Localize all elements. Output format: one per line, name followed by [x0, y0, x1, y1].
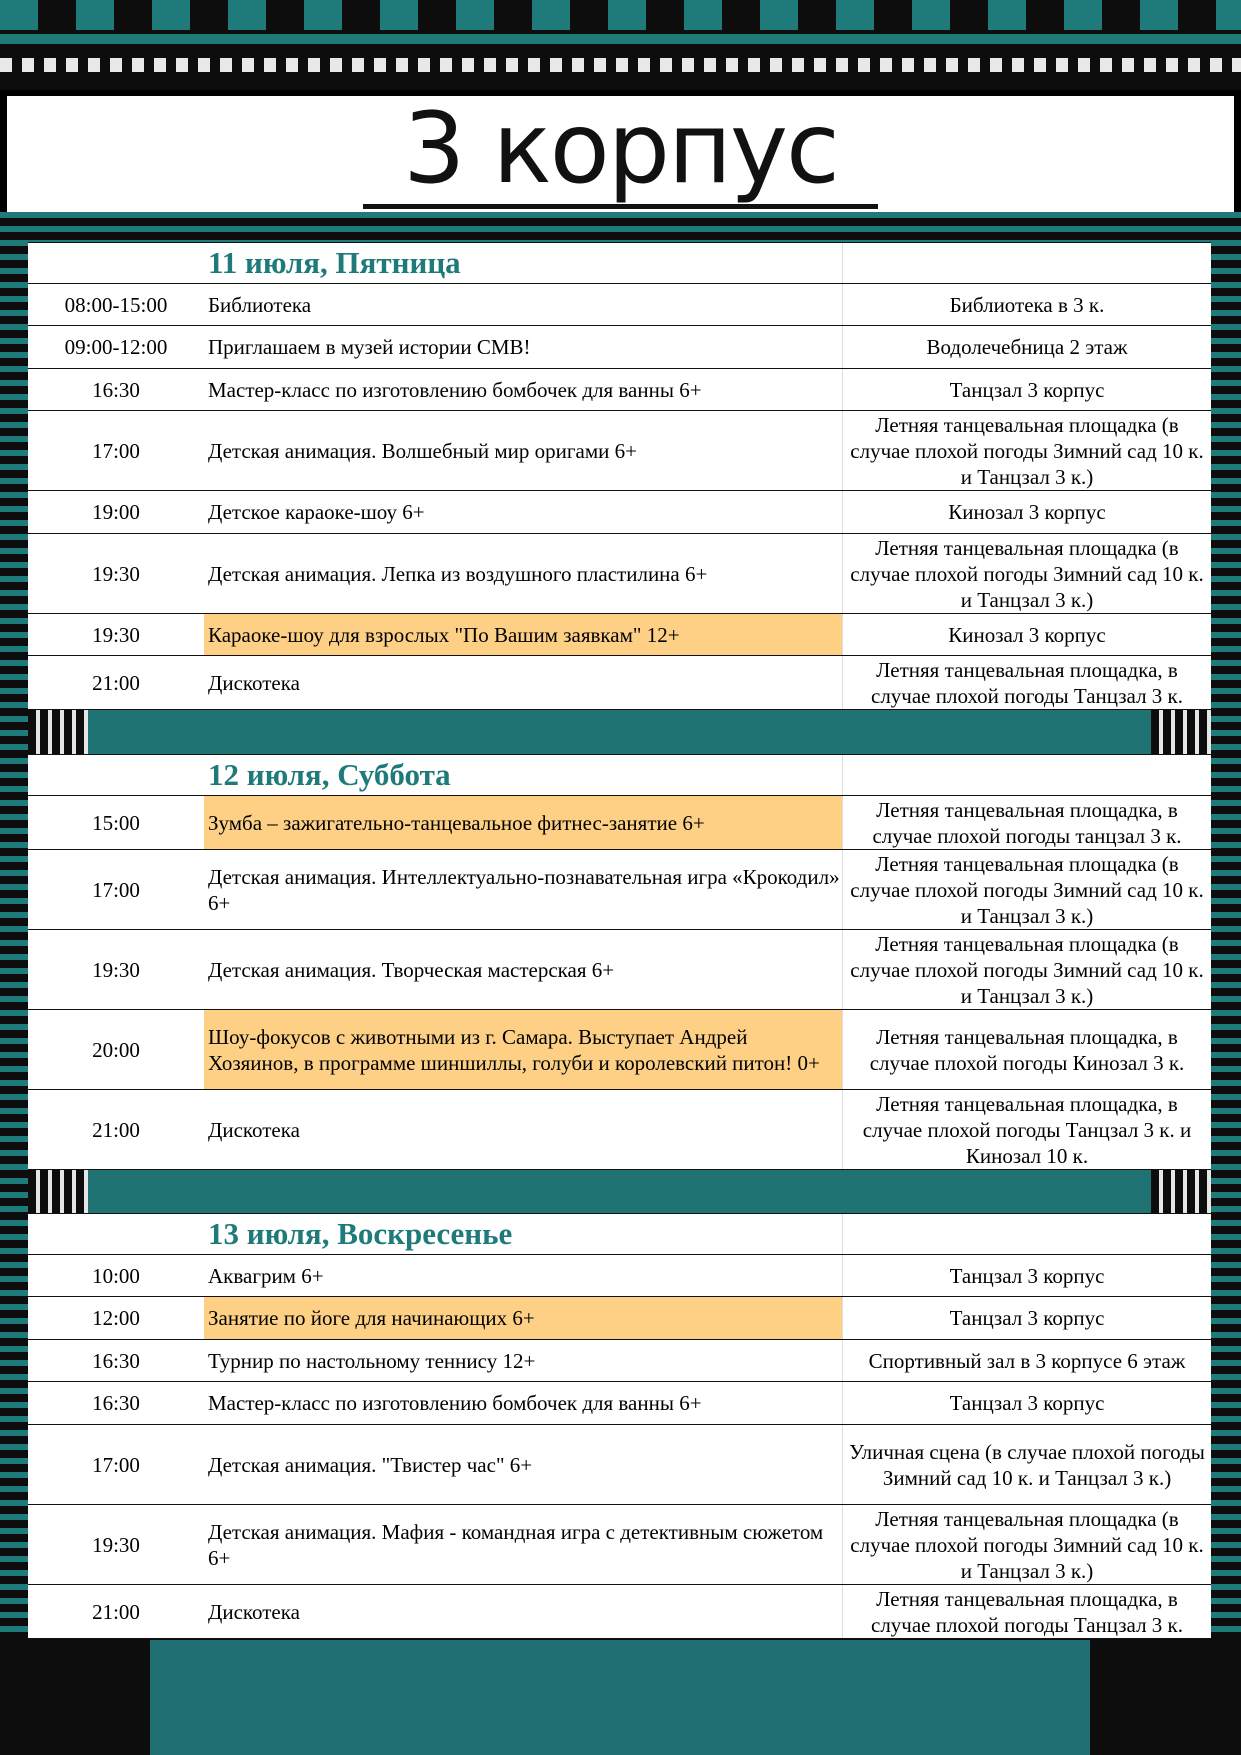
event-name: Турнир по настольному теннису 12+: [204, 1340, 843, 1382]
table-row: [28, 1382, 1211, 1425]
table-row: [28, 1425, 1211, 1505]
event-name: Караоке-шоу для взрослых "По Вашим заявкам" 12+: [204, 614, 843, 656]
day-heading-row: [28, 1214, 1211, 1255]
table-row-highlighted: [28, 1010, 1211, 1090]
event-place: Летняя танцевальная площадка, в случае плохой погоды Танцзал 3 к.: [843, 1585, 1212, 1639]
event-place: Танцзал 3 корпус: [843, 1297, 1212, 1340]
day-heading-row: [28, 243, 1211, 284]
event-time: 21:00: [28, 1090, 204, 1170]
event-time: 17:00: [28, 1425, 204, 1505]
event-place: Летняя танцевальная площадка (в случае плохой погоды Зимний сад 10 к. и Танцзал 3 к.): [843, 930, 1212, 1010]
event-place: Летняя танцевальная площадка (в случае плохой погоды Зимний сад 10 к. и Танцзал 3 к.): [843, 1505, 1212, 1585]
event-time: 20:00: [28, 1010, 204, 1090]
event-name: Дискотека: [204, 1585, 843, 1639]
event-place: Летняя танцевальная площадка (в случае плохой погоды Зимний сад 10 к. и Танцзал 3 к.): [843, 850, 1212, 930]
film-bars-right: [1151, 710, 1211, 754]
event-time: 21:00: [28, 1585, 204, 1639]
event-place: Летняя танцевальная площадка, в случае плохой погоды Танцзал 3 к. и Кинозал 10 к.: [843, 1090, 1212, 1170]
event-name: Зумба – зажигательно-танцевальное фитнес-занятие 6+: [204, 796, 843, 850]
film-holes-top: [0, 0, 1241, 30]
event-time: 17:00: [28, 411, 204, 491]
table-row-highlighted: [28, 796, 1211, 850]
day-separator: [28, 710, 1211, 754]
event-time: 19:30: [28, 930, 204, 1010]
event-place: Спортивный зал в 3 корпусе 6 этаж: [843, 1340, 1212, 1382]
table-row: [28, 284, 1211, 326]
event-name: Приглашаем в музей истории СМВ!: [204, 326, 843, 369]
day-heading-row: [28, 755, 1211, 796]
event-time: 16:30: [28, 1382, 204, 1425]
event-name: Детская анимация. Интеллектуально-познавательная игра «Крокодил» 6+: [204, 850, 843, 930]
event-time: 19:30: [28, 534, 204, 614]
table-row: [28, 656, 1211, 710]
day-heading: 13 июля, Воскресенье: [204, 1214, 843, 1255]
event-time: 19:00: [28, 491, 204, 534]
table-row: [28, 1255, 1211, 1297]
event-place: Водолечебница 2 этаж: [843, 326, 1212, 369]
film-strip-header: [0, 0, 1241, 90]
day-separator: [28, 1169, 1211, 1213]
event-name: Детская анимация. Творческая мастерская 6+: [204, 930, 843, 1010]
event-name: Мастер-класс по изготовлению бомбочек для ванны 6+: [204, 369, 843, 411]
event-name: Детское караоке-шоу 6+: [204, 491, 843, 534]
event-time: 16:30: [28, 1340, 204, 1382]
table-row: [28, 411, 1211, 491]
event-place: Летняя танцевальная площадка, в случае плохой погоды Кинозал 3 к.: [843, 1010, 1212, 1090]
event-time: 19:30: [28, 1505, 204, 1585]
day-heading: 11 июля, Пятница: [204, 243, 843, 284]
event-name: Детская анимация. "Твистер час" 6+: [204, 1425, 843, 1505]
event-time: 09:00-12:00: [28, 326, 204, 369]
event-name: Аквагрим 6+: [204, 1255, 843, 1297]
event-place: Уличная сцена (в случае плохой погоды Зимний сад 10 к. и Танцзал 3 к.): [843, 1425, 1212, 1505]
event-time: 10:00: [28, 1255, 204, 1297]
table-row: [28, 930, 1211, 1010]
event-time: 15:00: [28, 796, 204, 850]
table-row: [28, 534, 1211, 614]
event-place: Летняя танцевальная площадка, в случае плохой погоды танцзал 3 к.: [843, 796, 1212, 850]
event-name: Шоу-фокусов с животными из г. Самара. Выступает Андрей Хозяинов, в программе шиншиллы, голуби и королевский питон! 0+: [204, 1010, 843, 1090]
day-schedule-table: [28, 1213, 1211, 1639]
event-time: 16:30: [28, 369, 204, 411]
event-place: Кинозал 3 корпус: [843, 491, 1212, 534]
event-place: Кинозал 3 корпус: [843, 614, 1212, 656]
event-place: Танцзал 3 корпус: [843, 1255, 1212, 1297]
film-bars-left: [28, 710, 88, 754]
page-title: 3 корпус: [363, 100, 878, 209]
table-row-highlighted: [28, 614, 1211, 656]
day-schedule-table: [28, 754, 1211, 1170]
event-name: Библиотека: [204, 284, 843, 326]
event-place: Танцзал 3 корпус: [843, 1382, 1212, 1425]
event-place: Летняя танцевальная площадка (в случае плохой погоды Зимний сад 10 к. и Танцзал 3 к.): [843, 411, 1212, 491]
event-name: Детская анимация. Мафия - командная игра с детективным сюжетом 6+: [204, 1505, 843, 1585]
event-time: 21:00: [28, 656, 204, 710]
event-name: Мастер-класс по изготовлению бомбочек для ванны 6+: [204, 1382, 843, 1425]
event-place: Танцзал 3 корпус: [843, 369, 1212, 411]
table-row: [28, 1340, 1211, 1382]
event-time: 17:00: [28, 850, 204, 930]
event-place: Летняя танцевальная площадка (в случае плохой погоды Зимний сад 10 к. и Танцзал 3 к.): [843, 534, 1212, 614]
table-row: [28, 1585, 1211, 1639]
event-name: Занятие по йоге для начинающих 6+: [204, 1297, 843, 1340]
event-name: Детская анимация. Волшебный мир оригами 6+: [204, 411, 843, 491]
title-banner: [7, 91, 1234, 212]
event-name: Дискотека: [204, 656, 843, 710]
film-perforations: [0, 58, 1241, 72]
table-row: [28, 491, 1211, 534]
footer-decoration: [0, 1640, 1241, 1755]
day-schedule-table: [28, 242, 1211, 710]
event-name: Детская анимация. Лепка из воздушного пластилина 6+: [204, 534, 843, 614]
event-place: Библиотека в 3 к.: [843, 284, 1212, 326]
table-row: [28, 1090, 1211, 1170]
day-heading: 12 июля, Суббота: [204, 755, 843, 796]
event-time: 12:00: [28, 1297, 204, 1340]
event-time: 08:00-15:00: [28, 284, 204, 326]
footer-teal-panel: [150, 1640, 1090, 1755]
event-time: 19:30: [28, 614, 204, 656]
event-name: Дискотека: [204, 1090, 843, 1170]
table-row: [28, 1505, 1211, 1585]
table-row: [28, 326, 1211, 369]
film-band: [0, 34, 1241, 44]
table-row: [28, 850, 1211, 930]
table-row-highlighted: [28, 1297, 1211, 1340]
event-place: Летняя танцевальная площадка, в случае плохой погоды Танцзал 3 к.: [843, 656, 1212, 710]
film-bars-right: [1151, 1169, 1211, 1213]
film-bars-left: [28, 1169, 88, 1213]
table-row: [28, 369, 1211, 411]
